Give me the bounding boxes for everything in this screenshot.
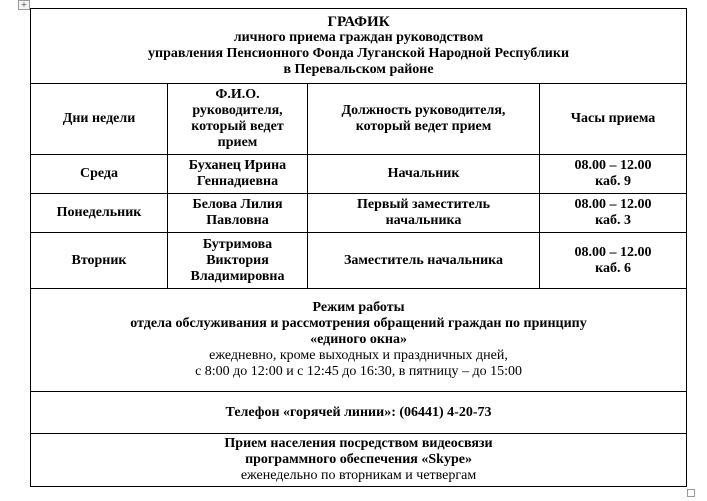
header-hours-label: Часы приема	[570, 111, 656, 126]
work-mode-line-1: отдела обслуживания и рассмотрения обращений граждан по принципу	[130, 316, 587, 331]
name-line-1: Буханец Ирина	[188, 158, 287, 173]
video-reception-cell	[31, 434, 687, 487]
row-2-day	[31, 194, 168, 233]
header-position-line-1: Должность руководителя,	[341, 103, 506, 118]
row-1-position	[308, 155, 540, 194]
work-mode-heading: Режим работы	[312, 300, 405, 315]
position-line-2: начальника	[385, 213, 462, 228]
row-1-day	[31, 155, 168, 194]
title-line-2: управления Пенсионного Фонда Луганской Народной Республики	[148, 46, 570, 61]
name-line-1: Белова Лилия	[192, 197, 283, 212]
row-1-hours	[540, 155, 687, 194]
work-mode-line-2: «единого окна»	[310, 332, 407, 347]
title-line-1: личного приема граждан руководством	[233, 30, 484, 45]
day-label: Понедельник	[56, 205, 142, 220]
hours-time: 08.00 – 12.00	[574, 197, 652, 212]
position-line-1: Заместитель начальника	[343, 252, 504, 268]
header-day	[31, 84, 168, 155]
row-3-position	[308, 233, 540, 289]
video-row	[31, 434, 687, 487]
hours-room: каб. 9	[595, 174, 631, 189]
day-label: Среда	[79, 166, 118, 181]
row-2-name	[168, 194, 308, 233]
name-line-2: Павловна	[206, 213, 269, 228]
work-mode-schedule-1: ежедневно, кроме выходных и праздничных дней,	[209, 348, 508, 363]
video-line-2: программного обеспечения «Skype»	[245, 452, 472, 467]
header-position-line-2: который ведет прием	[355, 119, 492, 134]
name-line-2: Виктория	[206, 252, 269, 268]
title-cell	[31, 9, 687, 84]
hours-room: каб. 6	[595, 260, 631, 276]
header-fio	[168, 84, 308, 155]
name-line-3: Владимировна	[190, 268, 285, 284]
reception-schedule-table	[30, 8, 687, 487]
hours-time: 08.00 – 12.00	[574, 244, 652, 260]
video-schedule: еженедельно по вторникам и четвергам	[240, 468, 477, 483]
column-header-row	[31, 84, 687, 155]
position-line-1: Начальник	[387, 166, 460, 181]
hours-time: 08.00 – 12.00	[574, 158, 652, 173]
table-move-handle-icon[interactable]: +	[18, 0, 30, 10]
name-line-1: Бутримова	[202, 236, 273, 252]
work-mode-schedule-2: с 8:00 до 12:00 и с 12:45 до 16:30, в пятницу – до 15:00	[195, 364, 522, 379]
hotline-cell	[31, 392, 687, 434]
title-line-3: в Перевальском районе	[283, 62, 434, 77]
title-row	[31, 9, 687, 84]
row-3-day	[31, 233, 168, 289]
header-fio-line-4: прием	[217, 135, 258, 150]
hotline-row	[31, 392, 687, 434]
table-row	[31, 233, 687, 289]
row-2-position	[308, 194, 540, 233]
row-1-name	[168, 155, 308, 194]
video-line-1: Прием населения посредством видеосвязи	[224, 436, 493, 451]
header-position	[308, 84, 540, 155]
position-line-1: Первый заместитель	[357, 197, 490, 212]
day-label: Вторник	[71, 252, 127, 268]
hotline-text: Телефон «горячей линии»: (06441) 4-20-73	[225, 404, 492, 420]
hours-room: каб. 3	[595, 213, 631, 228]
header-fio-line-3: который ведет	[191, 119, 284, 134]
header-hours	[540, 84, 687, 155]
row-3-name	[168, 233, 308, 289]
row-3-hours	[540, 233, 687, 289]
table-row	[31, 194, 687, 233]
table-row	[31, 155, 687, 194]
document-heading: ГРАФИК	[327, 14, 390, 30]
header-fio-line-2: руководителя,	[192, 103, 283, 118]
table-resize-handle-icon[interactable]	[687, 489, 695, 497]
name-line-2: Геннадиевна	[196, 174, 279, 189]
row-2-hours	[540, 194, 687, 233]
work-mode-cell	[31, 289, 687, 392]
work-mode-row	[31, 289, 687, 392]
header-fio-line-1: Ф.И.О.	[215, 87, 260, 102]
header-day-label: Дни недели	[62, 111, 136, 126]
